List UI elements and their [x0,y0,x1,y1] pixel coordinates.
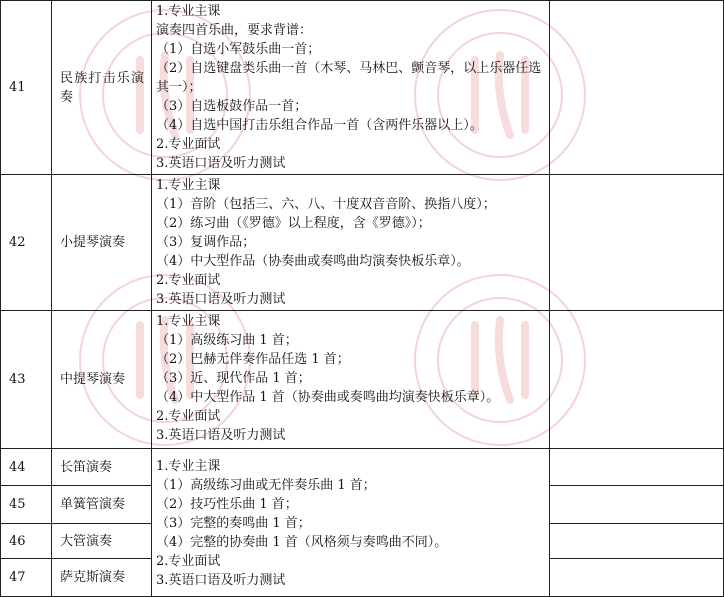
exam-requirements: 1.专业主课 演奏四首乐曲，要求背谱： （1）自选小军鼓乐曲一首； （2）自选键盘类乐曲一首（木琴、马林巴、颤音琴，以上乐器任选其一）； （3）自选板鼓作品一首； （4）自选中国打击乐组合作品一首（含两件乐器以上）。 2.专业面试 3.英语口语及听力测试 [152,1,550,175]
exam-requirements: 1.专业主课 （1）音阶（包括三、六、八、十度双音音阶、换指八度）； （2）练习曲（《罗德》以上程度，含《罗德》）； （3）复调作品； （4）中大型作品（协奏曲或奏鸣曲均演奏快板乐章）。 2.专业面试 3.英语口语及听力测试 [152,175,550,311]
notes-cell [550,486,724,524]
notes-cell [550,559,724,597]
table-row [1,175,724,311]
major-name: 萨克斯演奏 [52,559,152,597]
row-number: 46 [1,524,52,559]
major-name: 小提琴演奏 [52,175,152,311]
notes-cell [550,524,724,559]
row-number: 43 [1,311,52,449]
notes-cell [550,1,724,175]
row-number: 47 [1,559,52,597]
row-number: 45 [1,486,52,524]
table-row [1,1,724,175]
row-number: 44 [1,449,52,486]
notes-cell [550,449,724,486]
table-row [1,311,724,449]
major-name: 民族打击乐演奏 [52,1,152,175]
major-name: 中提琴演奏 [52,311,152,449]
exam-requirements: 1.专业主课 （1）高级练习曲或无伴奏乐曲 1 首； （2）技巧性乐曲 1 首； （3）完整的奏鸣曲 1 首； （4）完整的协奏曲 1 首（风格须与奏鸣曲不同）。 2.专业面试 3.英语口语及听力测试 [152,449,550,597]
row-number: 41 [1,1,52,175]
notes-cell [550,311,724,449]
major-name: 长笛演奏 [52,449,152,486]
row-number: 42 [1,175,52,311]
major-name: 大管演奏 [52,524,152,559]
major-name: 单簧管演奏 [52,486,152,524]
table-row [1,449,724,486]
notes-cell [550,175,724,311]
exam-requirements: 1.专业主课 （1）高级练习曲 1 首； （2）巴赫无伴奏作品任选 1 首； （3）近、现代作品 1 首； （4）中大型作品 1 首（协奏曲或奏鸣曲均演奏快板乐章）。 2.专业面试 3.英语口语及听力测试 [152,311,550,449]
